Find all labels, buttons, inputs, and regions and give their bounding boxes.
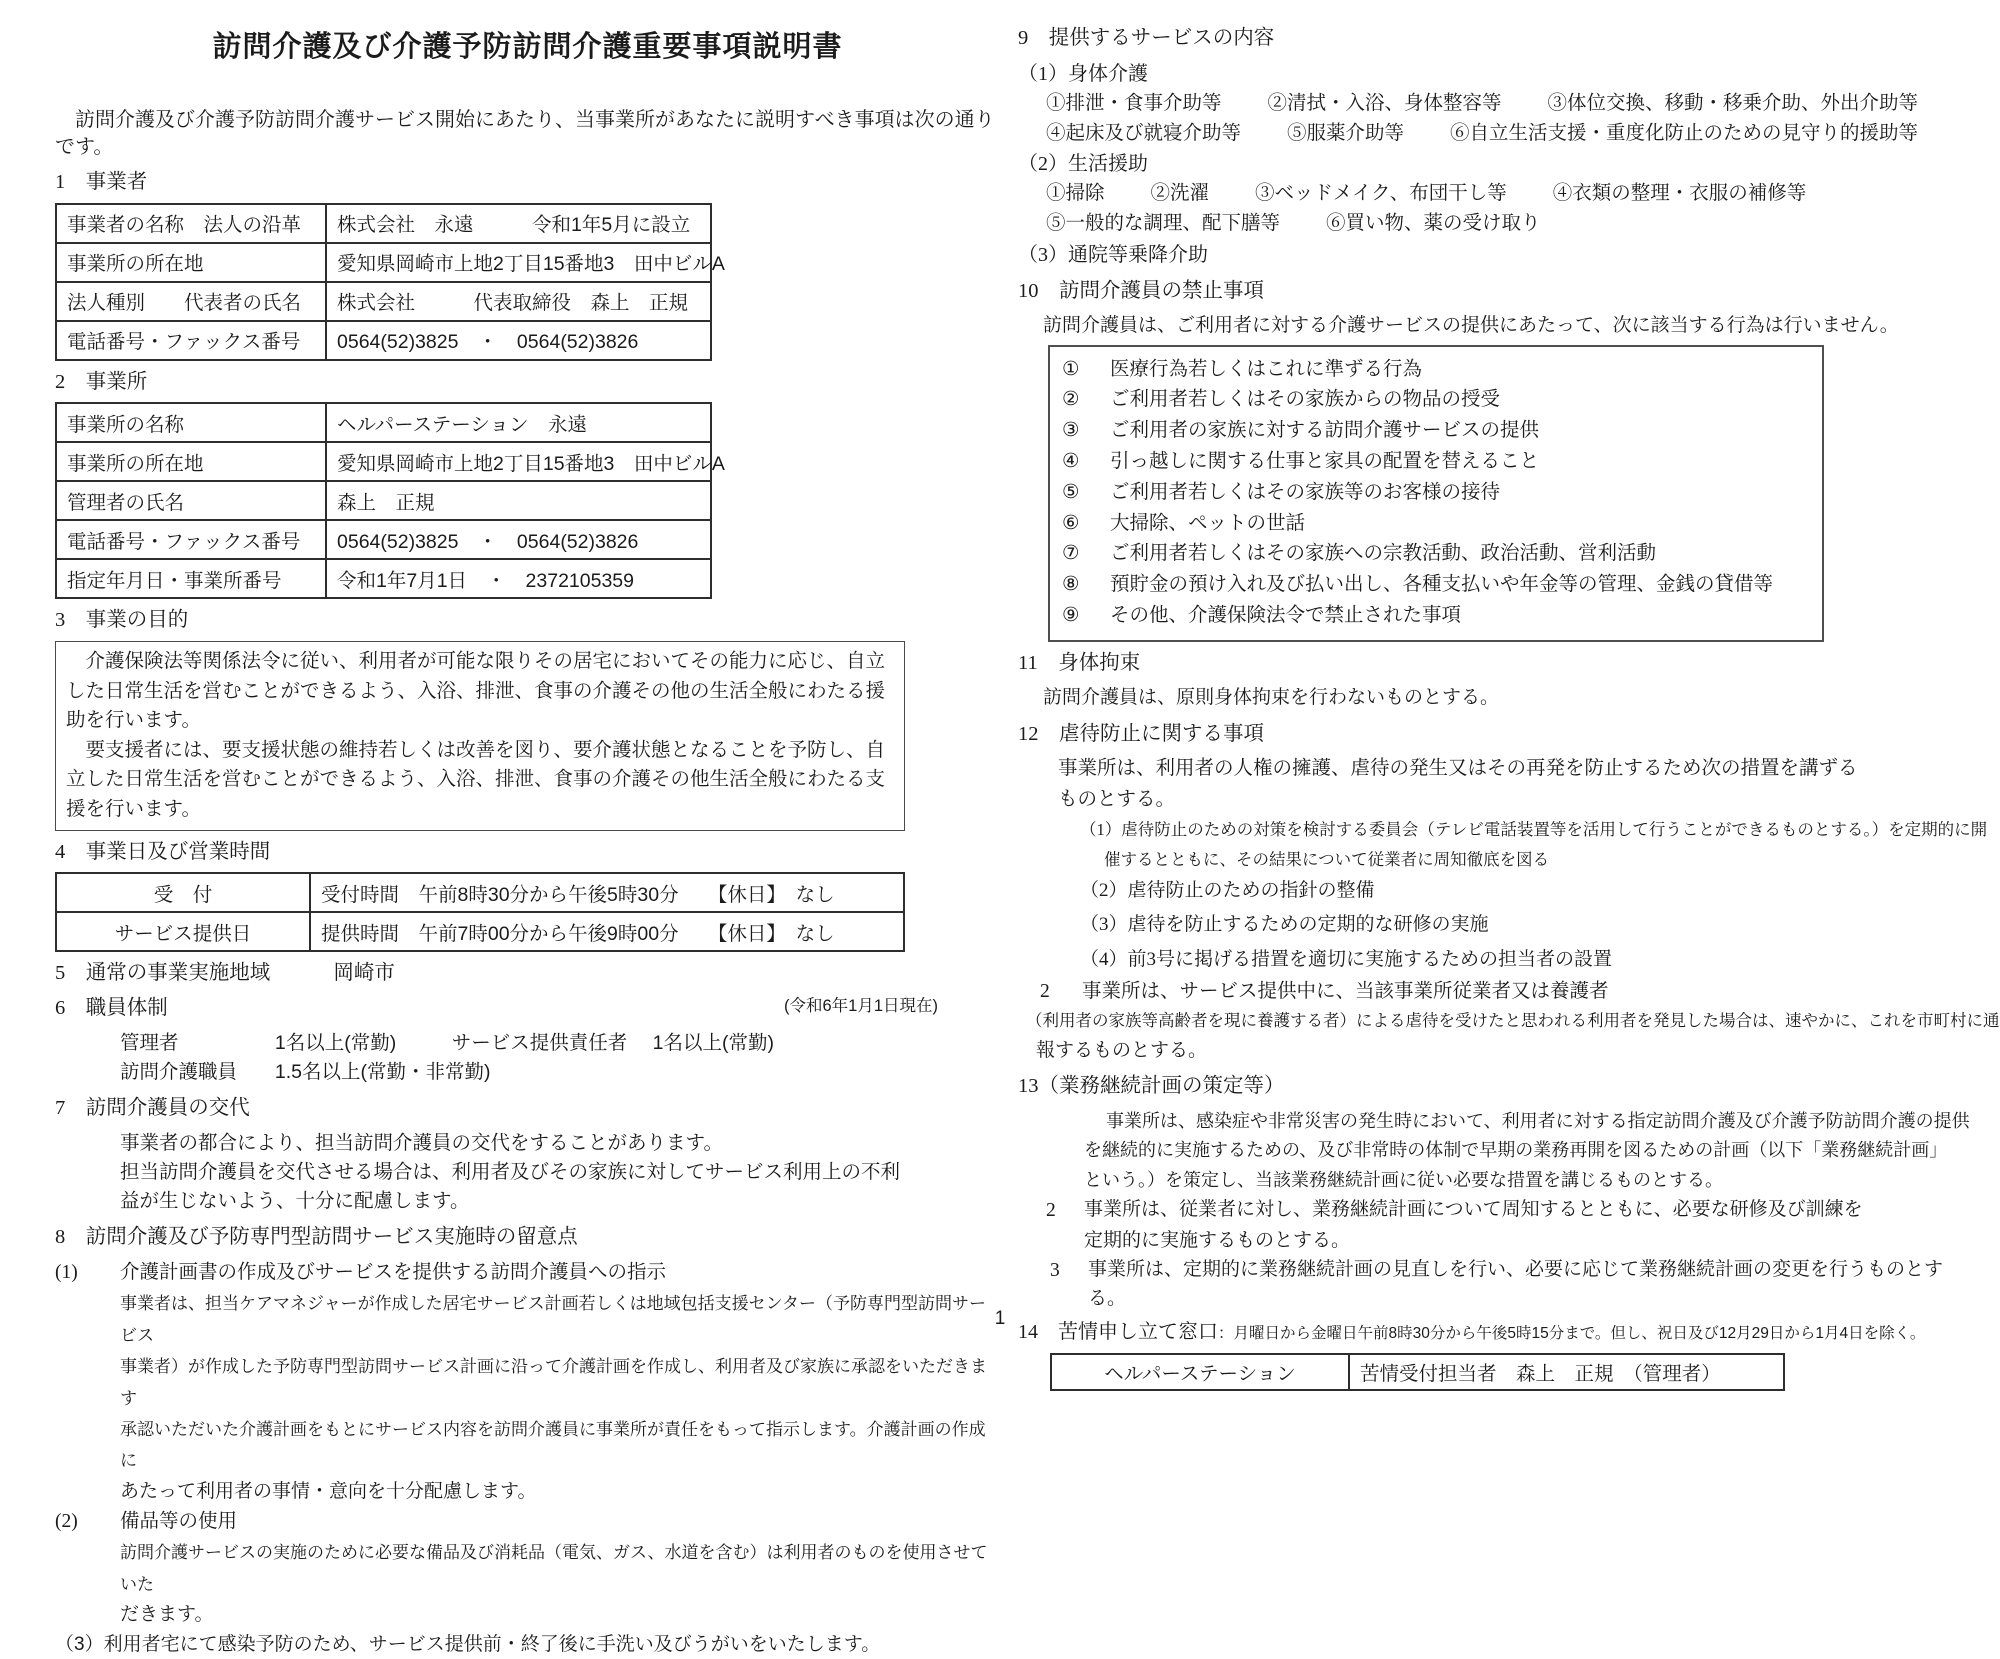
prohibited-acts-box — [1048, 345, 1824, 642]
row-label: 事業所の名称 — [56, 403, 326, 442]
text-line: 訪問介護サービスの実施のために必要な備品及び消耗品（電気、ガス、水道を含む）は利用者のものを使用させていた — [120, 1543, 988, 1594]
staff-role: サービス提供責任者 — [451, 1032, 628, 1054]
row-value: 森上 正規 — [326, 481, 711, 520]
item-number: ⑦ — [1062, 543, 1080, 565]
business-operator-table — [55, 203, 725, 361]
row-value: 提供時間 午前7時00分から午後9時00分 【休日】 なし — [310, 912, 904, 951]
row-label: 電話番号・ファックス番号 — [56, 321, 326, 360]
item-number: (1) — [55, 1262, 78, 1284]
paragraph-number: 3 — [1050, 1260, 1060, 1282]
list-item — [1062, 447, 1810, 478]
text-line: 事業者）が作成した予防専門型訪問サービス計画に沿って介護計画を作成し、利用者及び家族に承認をいただきます — [120, 1357, 987, 1408]
staff-count: 1名以上(常勤) — [274, 1031, 397, 1054]
text-line: ものとする。 — [1058, 788, 1176, 810]
item-text: 引っ越しに関する仕事と家具の配置を替えること — [1110, 450, 1540, 472]
list-item — [1062, 509, 1810, 540]
text-line: 訪問介護員は、原則身体拘束を行わないものとする。 — [1043, 687, 1500, 709]
item-number: ⑤ — [1062, 481, 1080, 503]
text-line: という。）を策定し、当該業務継続計画に従い必要な措置を講じるものとする。 — [1084, 1170, 1723, 1191]
section-3-heading: 3 事業の目的 — [55, 609, 189, 632]
row-label: 受 付 — [56, 873, 310, 912]
office-table — [55, 402, 725, 599]
row-value: 愛知県岡崎市上地2丁目15番地3 田中ビルA — [326, 442, 711, 481]
item-title: 備品等の使用 — [120, 1511, 238, 1533]
text-line: 事業所は、定期的に業務継続計画の見直しを行い、必要に応じて業務継続計画の変更を行うものとする。 — [1088, 1259, 1944, 1309]
numbered-paragraph — [1018, 1256, 1978, 1313]
table-row — [56, 559, 711, 598]
item-text: ご利用者若しくはその家族等のお客様の接待 — [1110, 481, 1501, 503]
paragraph-number: 2 — [1040, 980, 1050, 1002]
row-value: 株式会社 代表取締役 森上 正規 — [326, 282, 711, 321]
text-line: 事業者は、担当ケアマネジャーが作成した居宅サービス計画若しくは地域包括支援センター（予防専門型訪問サービス — [120, 1294, 986, 1345]
complaint-window-hours: ：月曜日から金曜日午前8時30分から午後5時15分まで。但し、祝日及び12月29日から1月4日を除く。 — [1218, 1325, 1926, 1343]
list-item — [1062, 539, 1810, 570]
item-text: ご利用者の家族に対する訪問介護サービスの提供 — [1110, 420, 1540, 442]
text-line: （3）虐待を防止するための定期的な研修の実施 — [1080, 914, 1489, 936]
row-label: 事業所の所在地 — [56, 243, 326, 282]
item-number: (2) — [55, 1511, 78, 1533]
list-item — [1062, 570, 1810, 601]
section-8-heading: 8 訪問介護及び予防専門型訪問サービス実施時の留意点 — [55, 1226, 578, 1249]
right-column — [1018, 0, 2000, 1391]
service-item-row — [1018, 119, 1978, 149]
table-row — [56, 481, 711, 520]
staff-count: 1.5名以上(常勤・非常勤) — [274, 1060, 491, 1083]
staff-count: 1名以上(常勤) — [652, 1031, 774, 1054]
section-6-heading — [55, 996, 1000, 1022]
table-row — [56, 873, 904, 912]
paragraph-number: 2 — [1046, 1199, 1056, 1221]
text-line: 定期的に実施するものとする。 — [1084, 1230, 1351, 1252]
subsection-heading: （1）身体介護 — [1018, 62, 1148, 85]
row-label: 事業者の名称 法人の沿革 — [56, 204, 326, 243]
item-text: 大掃除、ペットの世話 — [1110, 512, 1306, 534]
table-row — [56, 321, 711, 360]
row-label: 法人種別 代表者の氏名 — [56, 282, 326, 321]
section-4-heading: 4 事業日及び営業時間 — [55, 840, 271, 863]
section-5-heading — [55, 961, 1000, 987]
text-line: 担当訪問介護員を交代させる場合は、利用者及びその家族に対してサービス利用上の不利 — [120, 1160, 901, 1183]
service-item: ①排泄・食事介助等 — [1046, 92, 1222, 114]
section-9-heading: 9 提供するサービスの内容 — [1018, 27, 1275, 49]
row-value: 0564(52)3825 ・ 0564(52)3826 — [326, 520, 711, 559]
table-row — [56, 520, 711, 559]
table-row — [56, 243, 711, 282]
as-of-date: (令和6年1月1日現在) — [783, 996, 938, 1015]
text-line: あたって利用者の事情・意向を十分配慮します。 — [120, 1480, 537, 1502]
subsection-heading — [55, 1258, 1000, 1288]
service-item: ①掃除 — [1046, 183, 1105, 205]
text-line: 催するとともに、その結果について従業者に周知徹底を図る — [1104, 849, 1550, 869]
service-area-value: 岡崎市 — [333, 962, 395, 985]
left-column — [55, 0, 1000, 1659]
text-line: （3）利用者宅にて感染予防のため、サービス提供前・終了後に手洗い及びうがいをいたします。 — [55, 1633, 881, 1655]
text-line: を継続的に実施するための、及び非常時の体制で早期の業務再開を図るための計画（以下「業務継続計画」 — [1084, 1140, 1948, 1161]
service-item: ⑤服薬介助等 — [1287, 122, 1405, 144]
service-item: ③ベッドメイク、布団干し等 — [1255, 183, 1507, 205]
list-item — [1062, 416, 1810, 447]
list-item — [1062, 385, 1810, 416]
subsection-heading: （2）生活援助 — [1018, 153, 1148, 176]
item-number: ④ — [1062, 450, 1080, 472]
list-item — [1062, 601, 1810, 632]
purpose-paragraph: 介護保険法等関係法令に従い、利用者が可能な限りその居宅においてその能力に応じ、自立した日常生活を営むことができるよう、入浴、排泄、食事の介護その他の生活全般にわたる援助を行います。 — [66, 649, 886, 732]
row-value: 受付時間 午前8時30分から午後5時30分 【休日】 なし — [310, 873, 904, 912]
item-number: ① — [1062, 358, 1080, 380]
text-line: 訪問介護員は、ご利用者に対する介護サービスの提供にあたって、次に該当する行為は行いません。 — [1043, 315, 1899, 337]
item-number: ⑧ — [1062, 574, 1080, 596]
text-line: 事業者の都合により、担当訪問介護員の交代をすることがあります。 — [120, 1131, 723, 1154]
row-label: ヘルパーステーション — [1051, 1354, 1349, 1390]
row-value: ヘルパーステーション 永遠 — [326, 403, 711, 442]
section-1-heading: 1 事業者 — [55, 171, 148, 193]
row-label: 事業所の所在地 — [56, 442, 326, 481]
complaint-contact-table — [1050, 1353, 1785, 1391]
service-item: ⑥自立生活支援・重度化防止のための見守り的援助等 — [1450, 122, 1919, 144]
service-item-row — [1018, 179, 1978, 209]
business-hours-table — [55, 872, 905, 952]
text-line: （利用者の家族等高齢者を現に養護する者）による虐待を受けたと思われる利用者を発見した場合は、速やかに、これを市町村に通 — [1026, 1011, 2000, 1031]
service-item: ③体位交換、移動・移乗介助、外出介助等 — [1547, 92, 1919, 114]
row-value: 愛知県岡崎市上地2丁目15番地3 田中ビルA — [326, 243, 711, 282]
item-text: 医療行為若しくはこれに準ずる行為 — [1110, 358, 1423, 380]
text-line: （1）虐待防止のための対策を検討する委員会（テレビ電話装置等を活用して行うことができるものとする。）を定期的に開 — [1080, 819, 1988, 839]
service-item: ②清拭・入浴、身体整容等 — [1267, 92, 1502, 114]
text-line: 事業所は、感染症や非常災害の発生時において、利用者に対する指定訪問介護及び介護予防訪問介護の提供 — [1106, 1110, 1970, 1131]
table-row — [56, 403, 711, 442]
row-value: 苦情受付担当者 森上 正規 （管理者） — [1349, 1354, 1784, 1390]
text-line: 益が生じないよう、十分に配慮します。 — [120, 1190, 470, 1213]
page-title: 訪問介護及び介護予防訪問介護重要事項説明書 — [212, 31, 843, 63]
section-5-label: 5 通常の事業実施地域 — [55, 962, 271, 985]
table-row — [56, 204, 711, 243]
item-text: ご利用者若しくはその家族への宗教活動、政治活動、営利活動 — [1110, 543, 1657, 565]
text-line: 事業所は、サービス提供中に、当該事業所従業者又は養護者 — [1082, 980, 1609, 1002]
list-item — [1062, 478, 1810, 509]
section-10-heading: 10 訪問介護員の禁止事項 — [1018, 279, 1264, 302]
purpose-paragraph: 要支援者には、要支援状態の維持若しくは改善を図り、要介護状態となることを予防し、自立した日常生活を営むことができるよう、入浴、排泄、食事の介護その他生活全般にわたる支援を行います。 — [66, 738, 886, 820]
row-value: 令和1年7月1日 ・ 2372105359 — [326, 559, 711, 598]
item-text: その他、介護保険法令で禁止された事項 — [1110, 604, 1462, 626]
intro-paragraph: 訪問介護及び介護予防訪問介護サービス開始にあたり、当事業所があなたに説明すべき事項は次の通りです。 — [55, 109, 995, 158]
service-item-row — [1018, 209, 1978, 239]
item-text: ご利用者若しくはその家族からの物品の授受 — [1110, 389, 1501, 411]
numbered-paragraph — [1018, 977, 1978, 1006]
row-value: 0564(52)3825 ・ 0564(52)3826 — [326, 321, 711, 360]
section-14-label: 14 苦情申し立て窓口 — [1018, 1321, 1218, 1344]
text-line: 事業所は、従業者に対し、業務継続計画について周知するとともに、必要な研修及び訓練を — [1084, 1198, 1863, 1220]
numbered-paragraph — [1018, 1196, 1978, 1225]
service-item-row — [1018, 89, 1978, 119]
table-row — [56, 912, 904, 951]
section-12-heading: 12 虐待防止に関する事項 — [1018, 722, 1264, 745]
section-11-heading: 11 身体拘束 — [1018, 651, 1141, 674]
business-purpose-box — [55, 641, 905, 831]
staff-row — [55, 1029, 1000, 1058]
row-label: 管理者の氏名 — [56, 481, 326, 520]
item-number: ② — [1062, 389, 1080, 411]
subsection-heading: （3）通院等乗降介助 — [1018, 243, 1208, 266]
row-value: 株式会社 永遠 令和1年5月に設立 — [326, 204, 711, 243]
text-line: 報するものとする。 — [1036, 1039, 1208, 1061]
section-13-heading: 13（業務継続計画の策定等） — [1018, 1075, 1285, 1098]
service-item: ④起床及び就寝介助等 — [1046, 122, 1242, 144]
table-row — [56, 282, 711, 321]
item-number: ⑥ — [1062, 512, 1080, 534]
service-item: ②洗濯 — [1150, 183, 1210, 205]
page-number: 1 — [994, 1308, 1006, 1329]
staff-role: 管理者 — [120, 1032, 179, 1054]
item-title: 介護計画書の作成及びサービスを提供する訪問介護員への指示 — [120, 1262, 667, 1284]
item-number: ⑨ — [1062, 604, 1080, 626]
subsection-heading — [55, 1507, 1000, 1537]
item-number: ③ — [1062, 420, 1080, 442]
section-7-heading: 7 訪問介護員の交代 — [55, 1097, 250, 1120]
text-line: （2）虐待防止のための指針の整備 — [1080, 880, 1375, 902]
service-item: ⑥買い物、薬の受け取り — [1326, 213, 1541, 235]
staff-role: 訪問介護職員 — [120, 1061, 238, 1083]
row-label: 指定年月日・事業所番号 — [56, 559, 326, 598]
section-6-label: 6 職員体制 — [55, 996, 168, 1019]
item-text: 預貯金の預け入れ及び払い出し、各種支払いや年金等の管理、金銭の貸借等 — [1110, 574, 1774, 596]
service-item: ⑤一般的な調理、配下膳等 — [1046, 213, 1281, 235]
text-line: 承認いただいた介護計画をもとにサービス内容を訪問介護員に事業所が責任をもって指示します。介護計画の作成に — [120, 1420, 986, 1471]
table-row — [1051, 1354, 1784, 1390]
text-line: 事業所は、利用者の人権の擁護、虐待の発生又はその再発を防止するため次の措置を講ずる — [1058, 758, 1858, 780]
list-item — [1062, 355, 1810, 386]
service-item: ④衣類の整理・衣服の補修等 — [1552, 183, 1807, 205]
table-row — [56, 442, 711, 481]
text-line: だきます。 — [120, 1604, 214, 1626]
staff-row — [55, 1058, 1000, 1087]
section-2-heading: 2 事業所 — [55, 370, 148, 393]
text-line: （4）前3号に掲げる措置を適切に実施するための担当者の設置 — [1080, 948, 1613, 970]
row-label: 電話番号・ファックス番号 — [56, 520, 326, 559]
row-label: サービス提供日 — [56, 912, 310, 951]
